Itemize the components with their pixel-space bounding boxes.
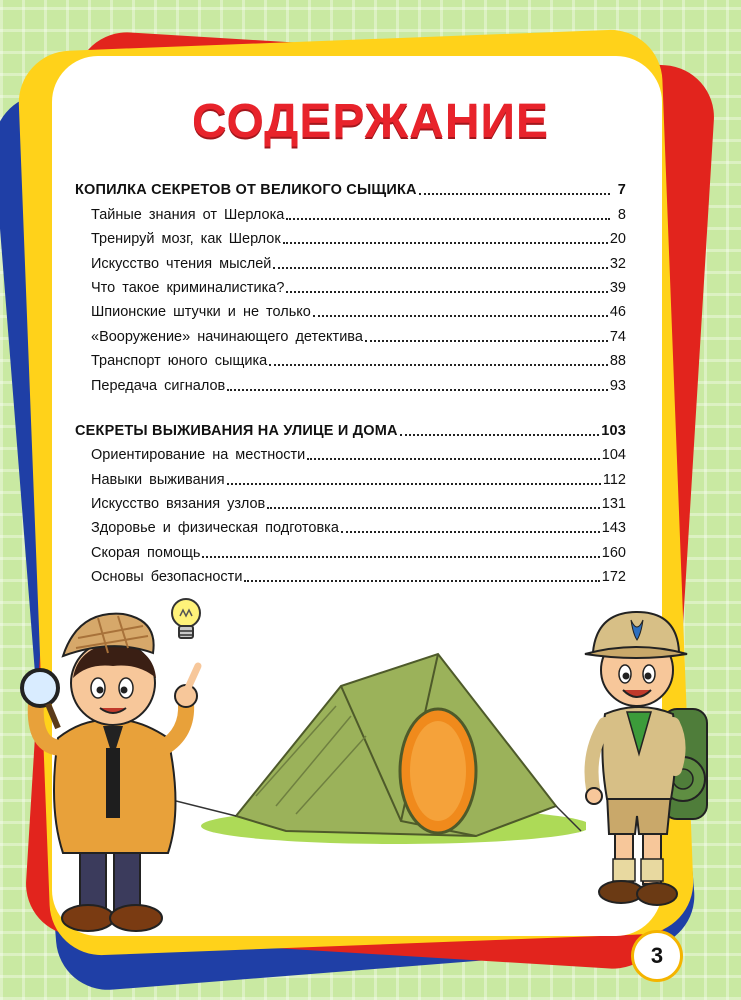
section-gap bbox=[75, 394, 626, 415]
dot-leader bbox=[283, 242, 608, 244]
toc-entry-label: Передача сигналов bbox=[91, 377, 226, 394]
toc-entry-label: Искусство вязания узлов bbox=[91, 496, 266, 513]
toc-entry-label: Шпионские штучки и не только bbox=[91, 304, 311, 321]
toc-section-heading-label: СЕКРЕТЫ ВЫЖИВАНИЯ НА УЛИЦЕ И ДОМА bbox=[75, 422, 398, 439]
toc-entry-label: Скорая помощь bbox=[91, 544, 201, 561]
toc-entry-label: Тренируй мозг, как Шерлок bbox=[91, 231, 281, 248]
page-number: 3 bbox=[631, 930, 683, 982]
toc-entry[interactable] bbox=[75, 536, 626, 560]
toc-entry-label: Транспорт юного сыщика bbox=[91, 353, 268, 370]
tent-illustration bbox=[176, 646, 586, 846]
toc-entry[interactable] bbox=[75, 223, 626, 247]
toc-entry-page-number: 46 bbox=[609, 304, 626, 321]
toc-entry[interactable] bbox=[75, 272, 626, 296]
dot-leader bbox=[419, 193, 610, 195]
toc-entry[interactable] bbox=[75, 439, 626, 463]
toc-section-heading[interactable] bbox=[75, 174, 626, 198]
toc-entry-page-number: 143 bbox=[601, 520, 626, 537]
dot-leader bbox=[227, 389, 608, 391]
dot-leader bbox=[267, 507, 600, 509]
toc-entry[interactable] bbox=[75, 463, 626, 487]
toc-entry-page-number: 131 bbox=[601, 496, 626, 513]
toc-section-heading-page-number: 7 bbox=[617, 182, 626, 199]
toc-entry-label: Здоровье и физическая подготовка bbox=[91, 520, 339, 537]
toc-entry-label: Тайные знания от Шерлока bbox=[91, 206, 285, 223]
toc-entry-page-number: 32 bbox=[609, 255, 626, 272]
scout-boy-illustration bbox=[575, 604, 715, 916]
toc-entry-page-number: 160 bbox=[601, 544, 626, 561]
dot-leader bbox=[273, 267, 607, 269]
toc-entry-label: Основы безопасности bbox=[91, 569, 243, 586]
toc-entry-page-number: 74 bbox=[609, 328, 626, 345]
dot-leader bbox=[227, 483, 601, 485]
toc-entry-page-number: 93 bbox=[609, 377, 626, 394]
toc-entry[interactable] bbox=[75, 512, 626, 536]
toc-entry-label: Искусство чтения мыслей bbox=[91, 255, 272, 272]
toc-entry-page-number: 39 bbox=[609, 279, 626, 296]
dot-leader bbox=[365, 340, 608, 342]
dot-leader bbox=[202, 556, 599, 558]
toc-entry[interactable] bbox=[75, 198, 626, 222]
toc-entry[interactable] bbox=[75, 369, 626, 393]
dot-leader bbox=[269, 364, 608, 366]
toc-section-heading[interactable] bbox=[75, 415, 626, 439]
toc-entry-page-number: 20 bbox=[609, 231, 626, 248]
toc-entry[interactable] bbox=[75, 345, 626, 369]
toc-entry[interactable] bbox=[75, 296, 626, 320]
toc-entry-label: Ориентирование на местности bbox=[91, 447, 306, 464]
toc-entry[interactable] bbox=[75, 488, 626, 512]
toc-entry-page-number: 172 bbox=[601, 569, 626, 586]
toc-entry-page-number: 104 bbox=[601, 447, 626, 464]
toc-entry-page-number: 112 bbox=[602, 471, 626, 488]
dot-leader bbox=[341, 531, 600, 533]
table-of-contents bbox=[75, 174, 626, 585]
toc-entry-label: «Вооружение» начинающего детектива bbox=[91, 328, 363, 345]
dot-leader bbox=[286, 218, 610, 220]
dot-leader bbox=[313, 315, 608, 317]
dot-leader bbox=[307, 458, 600, 460]
toc-entry[interactable] bbox=[75, 247, 626, 271]
dot-leader bbox=[244, 580, 599, 582]
toc-section-heading-page-number: 103 bbox=[601, 422, 626, 439]
toc-entry[interactable] bbox=[75, 320, 626, 344]
toc-entry[interactable] bbox=[75, 561, 626, 585]
toc-entry-page-number: 88 bbox=[609, 353, 626, 370]
dot-leader bbox=[400, 434, 599, 436]
toc-entry-page-number: 8 bbox=[617, 206, 626, 223]
toc-entry-label: Навыки выживания bbox=[91, 471, 225, 488]
dot-leader bbox=[286, 291, 607, 293]
toc-section-heading-label: КОПИЛКА СЕКРЕТОВ ОТ ВЕЛИКОГО СЫЩИКА bbox=[75, 182, 417, 199]
toc-entry-label: Что такое криминалистика? bbox=[91, 279, 285, 296]
page-title: СОДЕРЖАНИЕ bbox=[192, 95, 549, 148]
